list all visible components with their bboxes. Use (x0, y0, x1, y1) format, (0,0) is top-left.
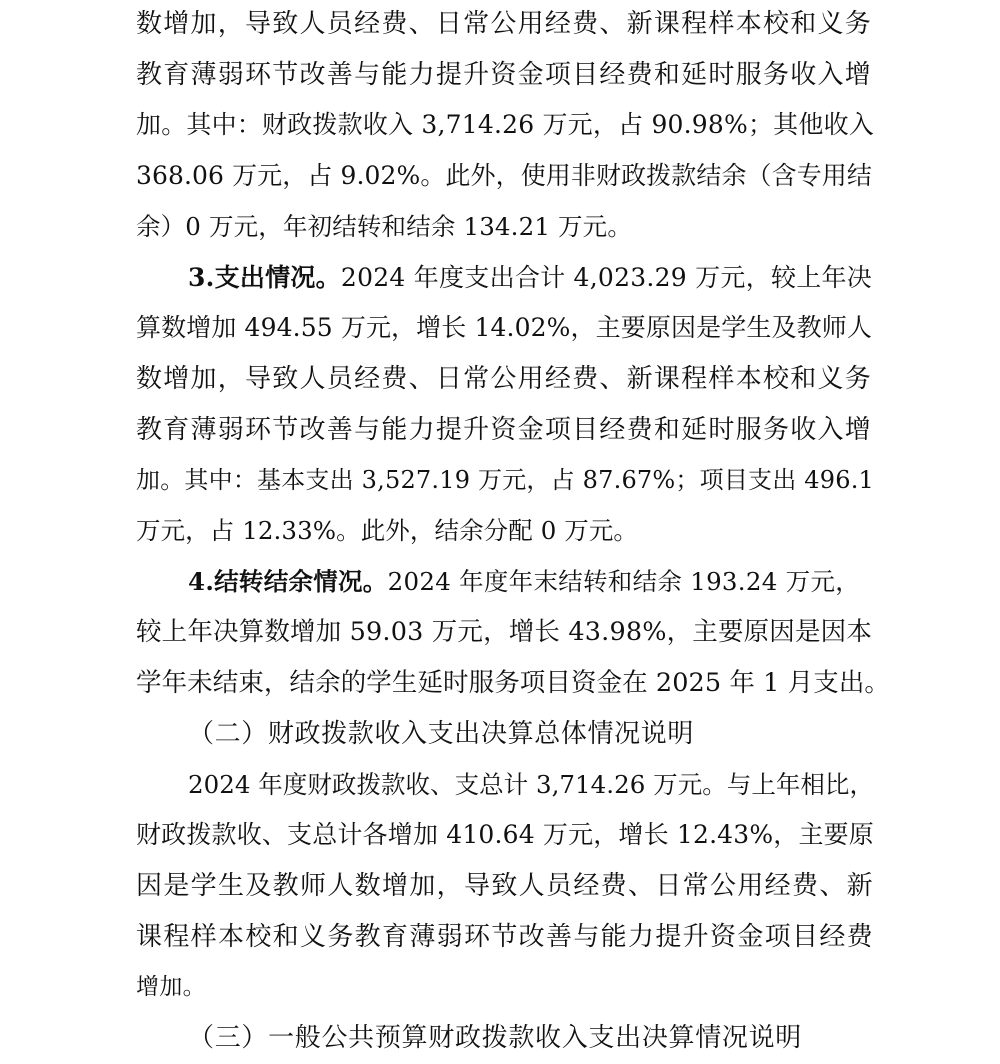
text-line (0, 759, 1000, 811)
body-text: 368.06 万元，占 9.02%。此外，使用非财政拨款结余（含专用结 (136, 161, 872, 191)
body-text: 数增加，导致人员经费、日常公用经费、新课程样本校和义务 (136, 9, 872, 39)
text-line (0, 302, 1000, 354)
body-text: 学年未结束，结余的学生延时服务项目资金在 2025 年 1 月支出。 (136, 668, 890, 699)
text-line (0, 99, 1000, 151)
section-heading: 3.支出情况。 (188, 262, 341, 292)
text-line (0, 201, 1000, 253)
body-text: （三）一般公共预算财政拨款收入支出决算情况说明 (188, 1023, 802, 1053)
text-line (0, 0, 1000, 50)
body-text: 教育薄弱环节改善与能力提升资金项目经费和延时服务收入增 (136, 59, 872, 90)
text-line (0, 961, 1000, 1013)
text-line (0, 49, 1000, 101)
body-text: 数增加，导致人员经费、日常公用经费、新课程样本校和义务 (136, 363, 872, 394)
body-text: 财政拨款收、支总计各增加 410.64 万元，增长 12.43%，主要原 (136, 820, 874, 850)
body-text: 2024 年度年末结转和结余 193.24 万元， (387, 566, 860, 596)
text-line (0, 556, 1000, 608)
text-line (0, 657, 1000, 709)
body-text: 较上年决算数增加 59.03 万元，增长 43.98%，主要原因是因本 (136, 617, 872, 648)
body-text: （二）财政拨款收入支出决算总体情况说明 (188, 718, 694, 749)
text-line (0, 404, 1000, 456)
text-line (0, 454, 1000, 506)
text-line (0, 606, 1000, 658)
section-heading: 4.结转结余情况。 (188, 566, 388, 596)
text-line (0, 505, 1000, 557)
body-text: 2024 年度财政拨款收、支总计 3,714.26 万元。与上年相比， (188, 769, 874, 799)
body-text: 加。其中：基本支出 3,527.19 万元，占 87.67%；项目支出 496.1 (136, 466, 874, 495)
body-text: 余）0 万元，年初结转和结余 134.21 万元。 (136, 211, 632, 241)
text-line (0, 353, 1000, 405)
body-text: 因是学生及教师人数增加，导致人员经费、日常公用经费、新 (136, 870, 874, 901)
body-text: 增加。 (136, 974, 206, 1001)
body-text: 算数增加 494.55 万元，增长 14.02%，主要原因是学生及教师人 (136, 313, 872, 343)
body-text: 教育薄弱环节改善与能力提升资金项目经费和延时服务收入增 (136, 414, 872, 445)
text-line (0, 1012, 1000, 1064)
body-text: 万元，占 12.33%。此外，结余分配 0 万元。 (136, 516, 638, 545)
text-line (0, 252, 1000, 304)
body-text: 课程样本校和义务教育薄弱环节改善与能力提升资金项目经费 (136, 921, 874, 952)
text-line (0, 860, 1000, 912)
text-line (0, 809, 1000, 861)
text-line (0, 911, 1000, 963)
body-text: 2024 年度支出合计 4,023.29 万元，较上年决 (340, 262, 872, 292)
text-line (0, 150, 1000, 202)
text-line (0, 708, 1000, 760)
body-text: 加。其中：财政拨款收入 3,714.26 万元，占 90.98%；其他收入 (136, 110, 874, 140)
